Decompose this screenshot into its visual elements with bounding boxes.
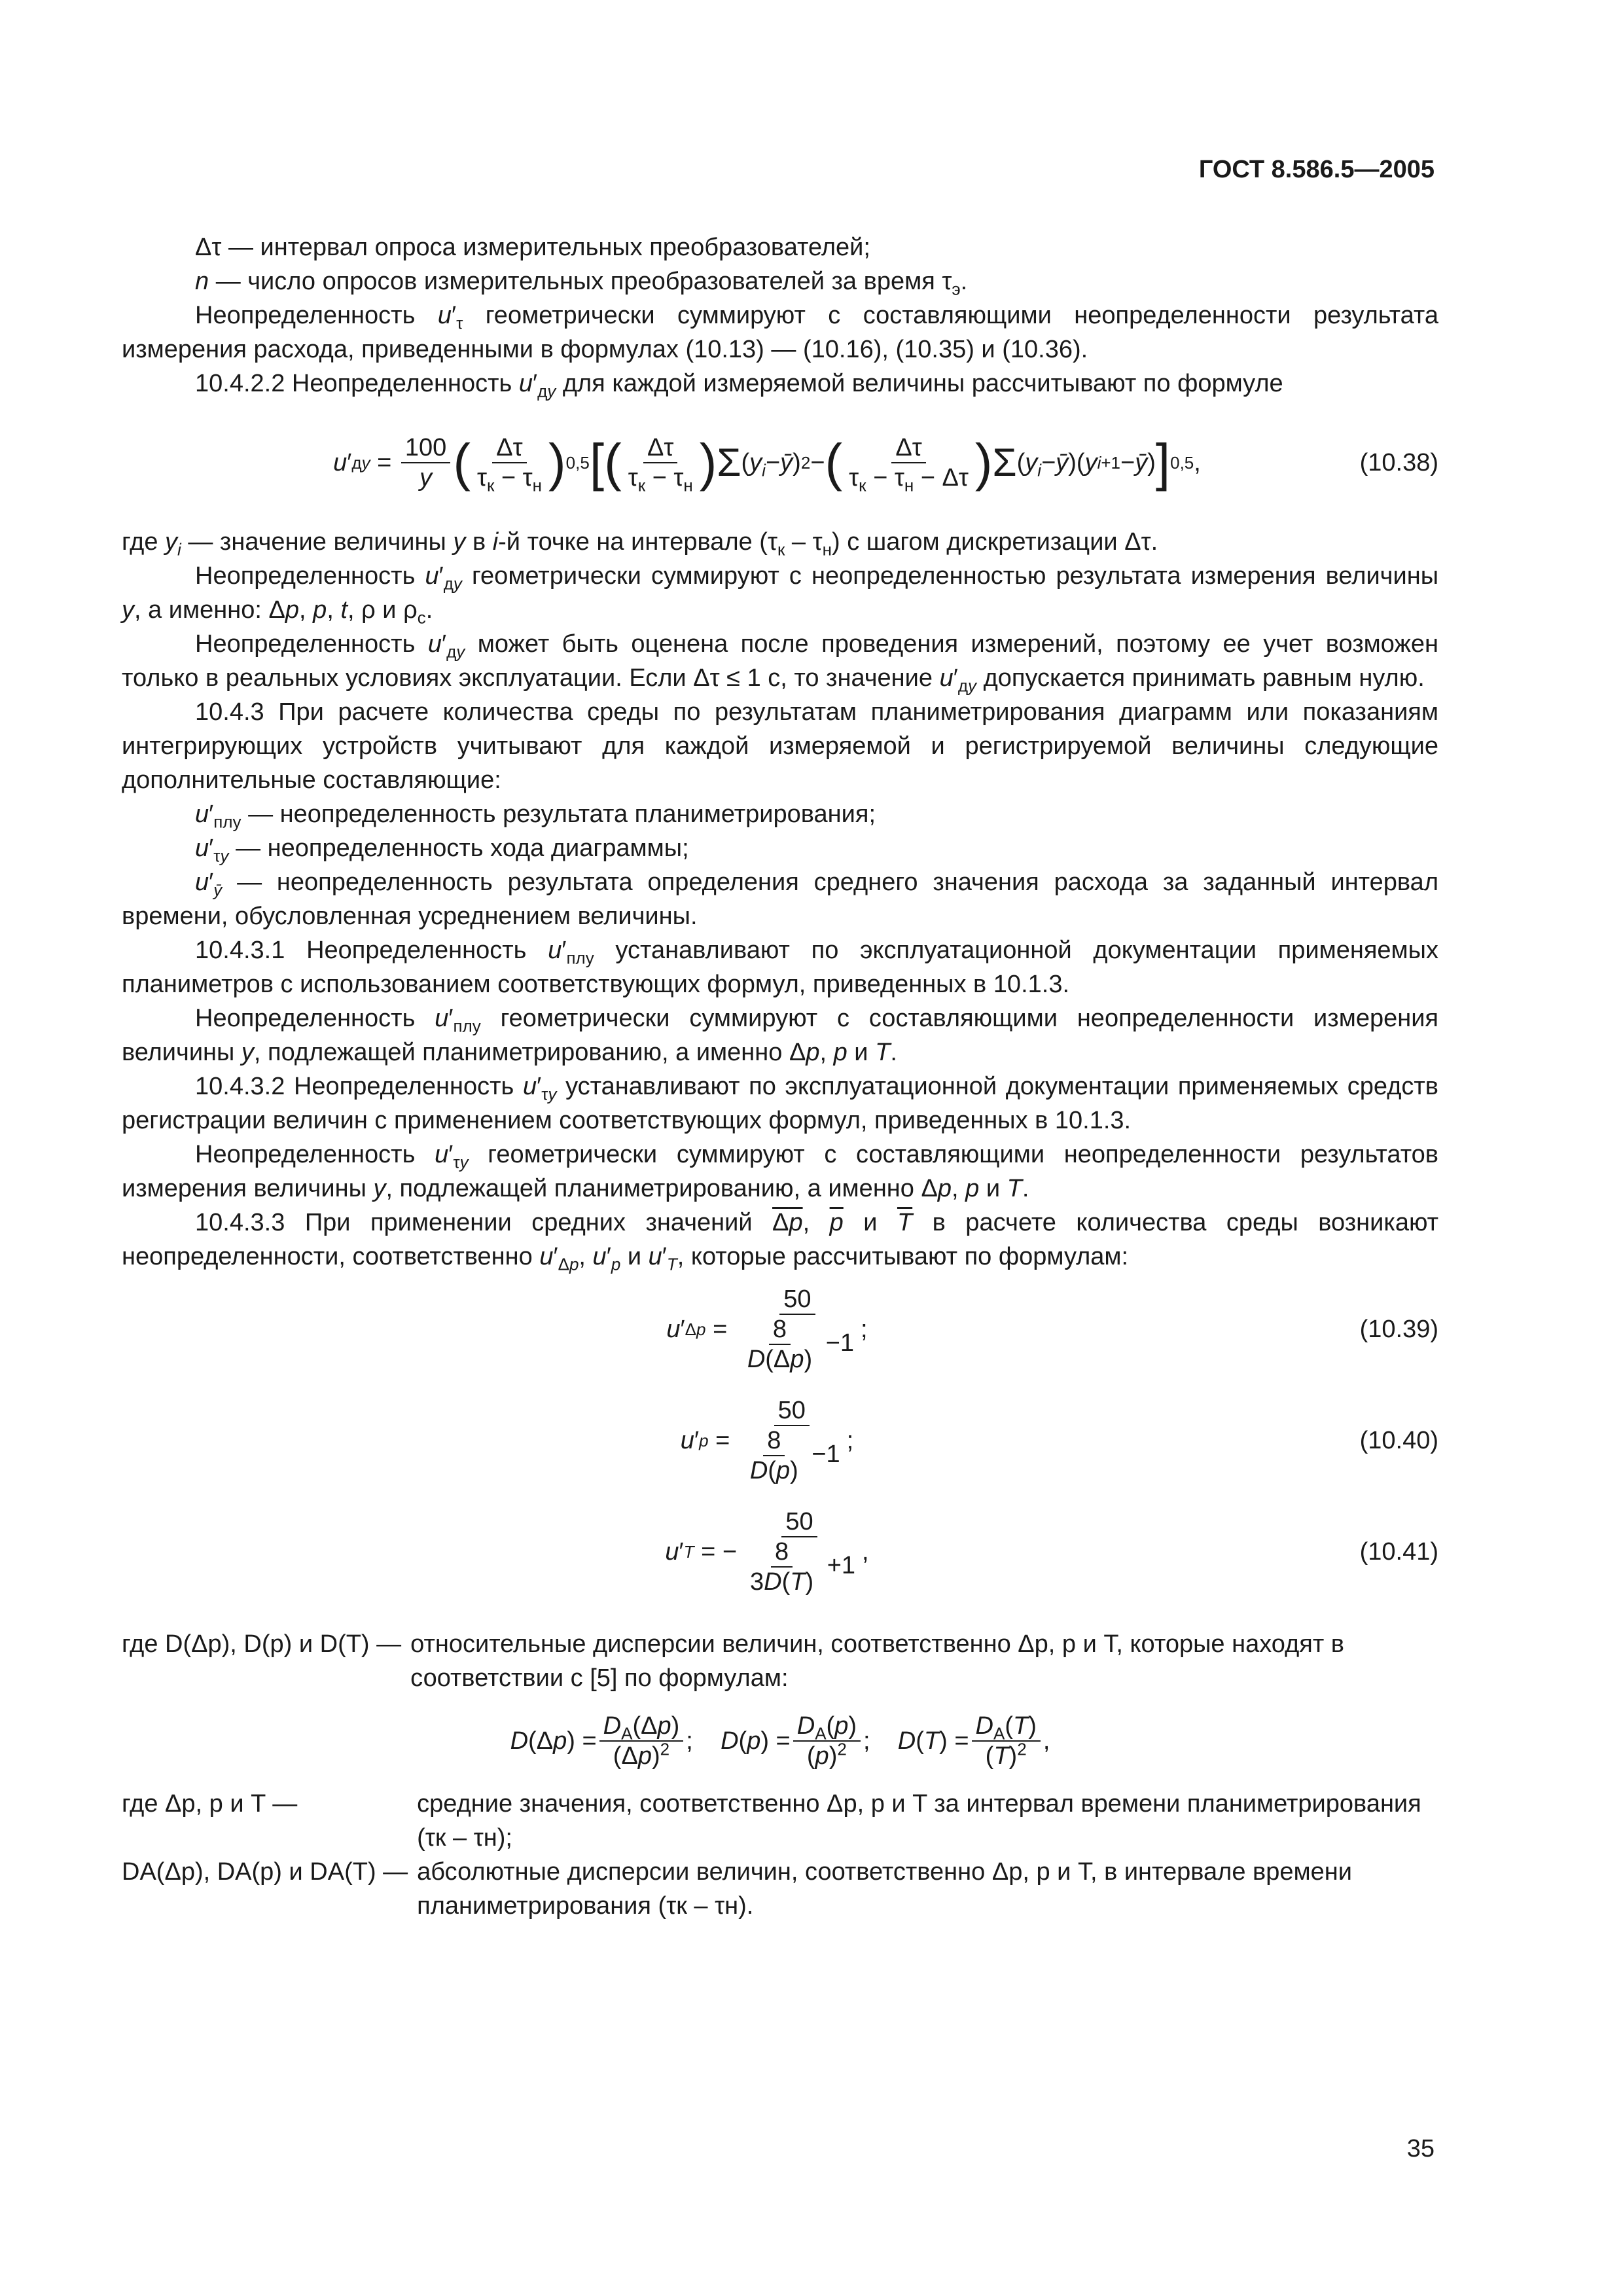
formula: D (Δ p ) = $\frac{D_A(\Delta p)}{(\Delta p)^2}$ ; D ( p ) = $\frac{D_A(p)}{(p)^2}$ ; D ( T ) = $\frac{D_A(T)}{(T)^2}$ ,	[510, 1712, 1050, 1770]
equation-number: (10.41)	[1359, 1538, 1438, 1566]
formula: u ′ дy = $\frac{100}{y}$ ( $\frac{\Delta\tau}{\tau_к - \tau_н}$ ) 0,5 [ ( $\frac{\Delta\tau}{\tau_к - \tau_н}$ ) Σ ( $y_i$ − ȳ ) 2 − ( $\frac{\Delta\tau}{\tau_к - \tau_н - \Delta\tau}$ ) Σ ( $y_i$ − ȳ )( y i+1 − ȳ ) ] 0,5 ,	[333, 433, 1201, 495]
paragraph: Неопределенность $u'_{дy}$ может быть оценена после проведения измерений, поэтому ее учет возможен только в реальных условиях эксплуатации. Если Δτ ≤ 1 с, то значение $u'_{дy}$ допускается принимать равным нулю.	[122, 630, 1439, 696]
def-u-plu: $u'_{плу}$ — неопределенность результата планиметрирования;	[195, 800, 876, 832]
definition-term: где Δp, p и T —	[122, 1790, 298, 1818]
def-n: n — число опросов измерительных преобразователей за время $\tau_э$.	[195, 268, 968, 299]
equation-number: (10.38)	[1359, 449, 1438, 476]
definition-text: абсолютные дисперсии величин, соответственно Δp, p и T, в интервале времени планиметрирования (τк – τн).	[417, 1858, 1352, 1920]
def-delta-tau: Δτ — интервал опроса измерительных преобразователей;	[195, 234, 870, 261]
paragraph: Неопределенность $u'_\tau$ геометрически суммируют с составляющими неопределенности результата измерения расхода, приведенными в формулах (10.13) — (10.16), (10.35) и (10.36).	[122, 302, 1438, 363]
definition-term: DA(Δp), DA(p) и DA(T) —	[122, 1858, 408, 1886]
paragraph: 10.4.3.3 При применении средних значений Δp, $\overline{p}$ и $\overline{T}$ в расчете количества среды возникают неопределенности, соответственно $u'_{\Delta p}$, $u'_p$ и $u'_T$, которые рассчитывают по формулам:	[122, 1209, 1439, 1274]
formula: u ′ Δp = 50 $\frac{8}{D(\Delta p)}$ −1 ;	[666, 1285, 868, 1373]
paragraph: Неопределенность $u'_{плу}$ геометрически суммируют с составляющими неопределенности измерения величины y, подлежащей планиметрированию, а именно Δp, p и T.	[122, 1005, 1439, 1066]
equation-10-38	[122, 401, 1438, 525]
equation-dispersions	[122, 1695, 1438, 1787]
paragraph: где $y_i$ — значение величины y в i-й точке на интервале $(\tau_к - \tau_н)$ с шагом дискретизации Δτ.	[122, 528, 1158, 560]
formula: u ′ T = − 50 $\frac{8}{3D(T)}$ +1 ,	[665, 1508, 869, 1596]
def-u-ybar: $u'_ȳ$ — неопределенность результата определения среднего значения расхода за заданный интервал времени, обусловленная усреднением величины.	[122, 869, 1438, 930]
def-u-tau-y: $u'_{\tau y}$ — неопределенность хода диаграммы;	[195, 834, 689, 866]
paragraph: 10.4.3.1 Неопределенность $u'_{плу}$ устанавливают по эксплуатационной документации применяемых планиметров с использованием соответствующих формул, приведенных в 10.1.3.	[122, 937, 1438, 998]
definition-text: относительные дисперсии величин, соответственно Δp, p и T, которые находят в соответствии с [5] по формулам:	[410, 1630, 1344, 1692]
paragraph: 10.4.3 При расчете количества среды по результатам планиметрирования диаграмм или показаниям интегрирующих устройств учитывают для каждой измеряемой и регистрируемой величины следующие дополнительные составляющие:	[122, 698, 1438, 794]
equation-10-40	[122, 1385, 1438, 1496]
page-number: 35	[1406, 2135, 1435, 2162]
page-body	[122, 230, 1438, 1923]
paragraph: Неопределенность $u'_{дy}$ геометрически суммируют с неопределенностью результата измерения величины y, а именно: Δp, p, t, ρ и $\rho_с$.	[122, 562, 1438, 628]
formula: u ′ p = 50 $\frac{8}{D(p)}$ −1 ;	[680, 1397, 854, 1484]
definition-list	[122, 1627, 1438, 1695]
paragraph: Неопределенность $u'_{\tau y}$ геометрически суммируют с составляющими неопределенности результатов измерения величины y, подлежащей планиметрированию, а именно Δp, p и T.	[122, 1141, 1438, 1202]
definition-term: где D(Δp), D(p) и D(T) —	[122, 1630, 402, 1658]
paragraph: 10.4.2.2 Неопределенность $u'_{дy}$ для каждой измеряемой величины рассчитывают по формуле	[195, 370, 1283, 401]
equation-10-41	[122, 1496, 1438, 1607]
equation-number: (10.39)	[1359, 1316, 1438, 1343]
document-header: ГОСТ 8.586.5—2005	[1198, 156, 1435, 183]
equation-10-39	[122, 1274, 1438, 1385]
definition-text: средние значения, соответственно Δp, p и T за интервал времени планиметрирования (τк – τн);	[417, 1790, 1421, 1852]
definition-list	[122, 1787, 1438, 1923]
paragraph: 10.4.3.2 Неопределенность $u'_{\tau y}$ устанавливают по эксплуатационной документации применяемых средств регистрации величин с применением соответствующих формул, приведенных в 10.1.3.	[122, 1073, 1438, 1134]
equation-number: (10.40)	[1359, 1427, 1438, 1454]
